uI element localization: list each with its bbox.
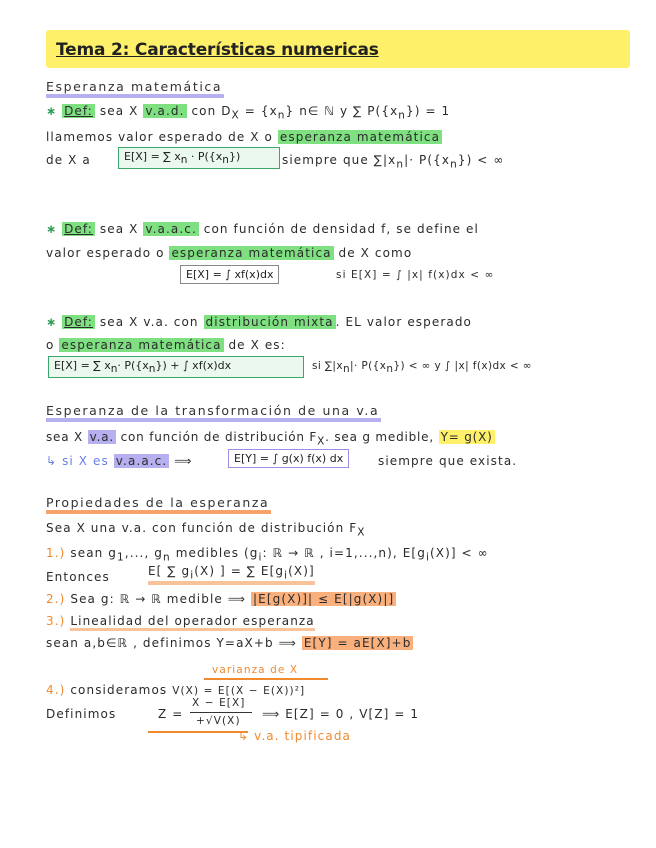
heading-propiedades: Propiedades de la esperanza: [46, 496, 271, 514]
transf-line1: sea X v.a. con función de distribución $F_X$. sea g medible, Y= g(X): [46, 430, 493, 448]
prop1-line: 1.) sean $g_1$,..., $g_n$ medibles ($g_i$: ℝ → ℝ , i=1,...,n), $E[g_i(X)]$ < ∞: [46, 546, 489, 564]
heading-esperanza: Esperanza matemática: [46, 80, 224, 98]
prop4-result: ⟹ E[Z] = 0 , V[Z] = 1: [262, 707, 420, 721]
prop4-definimos: Definimos: [46, 707, 117, 721]
def2-condition: si E[X] = ∫ |x| f(x)dx < ∞: [336, 269, 495, 281]
transf-line2: ↳ si X es v.a.a.c. ⟹: [46, 454, 193, 468]
def1-line3-b: siempre que $\sum|x_n|\cdot P(\{x_n\})$ < ∞: [282, 153, 505, 171]
formula-box-continuous: E[X] = ∫ xf(x)dx: [180, 265, 279, 284]
def2-line: ∗ Def: sea X v.a.a.c. con función de densidad f, se define el: [46, 222, 479, 236]
formula-box-mixed: E[X] = ∑ $x_n\cdot P(\{x_n\})$ + ∫ xf(x)dx: [48, 356, 304, 378]
varianza-label: varianza de X: [212, 664, 299, 676]
prop3-line: 3.) Linealidad del operador esperanza: [46, 614, 315, 628]
formula-box-transform: E[Y] = ∫ g(x) f(x) dx: [228, 449, 349, 468]
prop1-formula: E[ ∑ $g_i(X)$ ] = ∑ $E[g_i(X)]$: [148, 564, 315, 585]
prop4-line: 4.) consideramos V(X) = E[(X − E(X))²]: [46, 683, 306, 697]
star-icon: ∗: [46, 315, 58, 329]
star-icon: ∗: [46, 222, 58, 236]
heading-transformacion: Esperanza de la transformación de una v.a: [46, 404, 381, 422]
prop2-line: 2.) Sea g: ℝ → ℝ medible ⟹ |E[g(X)]| ≤ E[|g(X)|]: [46, 592, 395, 606]
def3-condition: si $\sum|x_n|\cdot P(\{x_n\})$ < ∞ y ∫ |x| f(x)dx < ∞: [312, 360, 532, 376]
prop-line1: Sea X una v.a. con función de distribución $F_X$: [46, 521, 366, 539]
prop3-def: sean a,b∈ℝ , definimos Y=aX+b ⟹ E[Y] = aE[X]+b: [46, 636, 412, 650]
def3-line: ∗ Def: sea X v.a. con distribución mixta . EL valor esperado: [46, 315, 472, 329]
def1-line2: llamemos valor esperado de X o esperanza matemática: [46, 130, 441, 144]
def3-line2: o esperanza matemática de X es:: [46, 338, 286, 352]
tipificada-label: ↳ v.a. tipificada: [238, 729, 352, 743]
tipificada-underline: [148, 731, 248, 733]
def2-line2: valor esperado o esperanza matemática de X como: [46, 246, 413, 260]
star-icon: ∗: [46, 104, 58, 118]
prop1-entonces: Entonces: [46, 570, 110, 584]
def1-line: ∗ Def: sea X v.a.d. con $D_X = \{x_n\}$ n∈ ℕ y ∑ $P(\{x_n\}) = 1$: [46, 104, 451, 122]
frac-numerator: X − E[X]: [192, 697, 246, 709]
formula-box-discrete: E[X] = ∑ $x_n \cdot P(\{x_n\})$: [118, 147, 280, 169]
varianza-underline: [204, 678, 328, 680]
frac-denominator: +√V(X): [196, 715, 241, 727]
page-title: Tema 2: Características numericas: [56, 40, 379, 60]
def1-line3-a: de X a: [46, 153, 91, 167]
fraction-bar: [190, 712, 252, 713]
transf-line2-end: siempre que exista.: [378, 454, 518, 468]
prop4-z: Z =: [158, 707, 184, 721]
